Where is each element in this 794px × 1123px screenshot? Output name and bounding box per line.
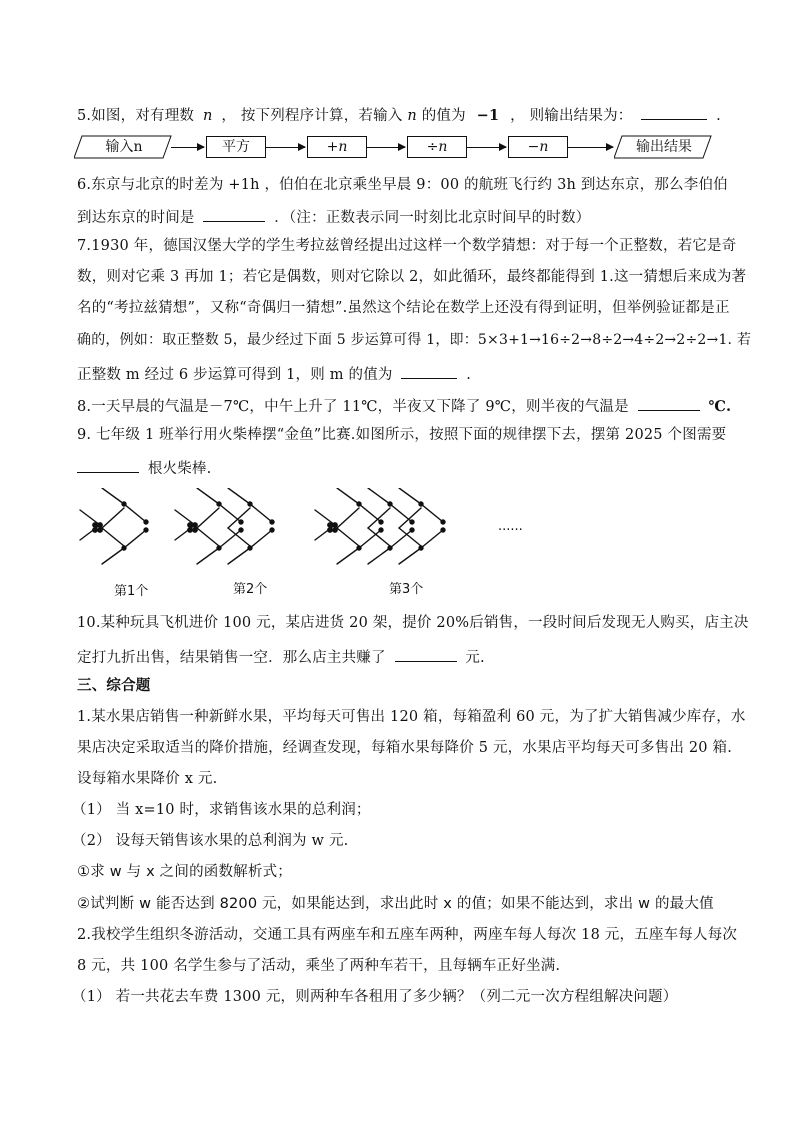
question-7-line-2: 数，则对它乘 3 再加 1；若它是偶数，则对它除以 2，如此循环，最终都能得到 1.这一猜想后来成为著 — [77, 269, 747, 285]
comprehensive-1-line-3: 设每箱水果降价 x 元. — [77, 771, 218, 787]
fish-figure-2 — [175, 488, 274, 564]
q7-answer-blank[interactable] — [401, 362, 457, 379]
section-3-heading: 三、综合题 — [77, 678, 151, 694]
q5-answer-blank[interactable] — [641, 103, 707, 120]
q10-line2-prefix: 定打九折出售，结果销售一空．那么店主共赚了 — [77, 650, 386, 666]
flow-input-label: 输入n — [105, 139, 143, 155]
q8-suffix: ℃. — [708, 398, 732, 415]
question-7-line-4: 确的，例如：取正整数 5，最少经过下面 5 步运算可得 1，即：5×3+1→16÷2→8÷2→4÷2→2÷2→1. 若 — [77, 332, 752, 348]
q7-line5-prefix: 正整数 m 经过 6 步运算可得到 1，则 m 的值为 — [77, 367, 393, 383]
question-7-line-5 — [77, 362, 727, 385]
question-6-line-2 — [77, 205, 727, 228]
comprehensive-1-line-1: 1.某水果店销售一种新鲜水果，平均每天可售出 120 箱，每箱盈利 60 元，为了扩大销售减少库存，水 — [77, 709, 746, 725]
question-5 — [77, 103, 727, 126]
q10-answer-blank[interactable] — [395, 645, 457, 662]
flow-sub-n-box: −n — [508, 136, 568, 158]
q5-value: −1 — [476, 107, 500, 124]
program-flowchart — [74, 133, 734, 163]
arrow-1 — [171, 147, 204, 148]
q5-end: . — [716, 108, 721, 124]
comprehensive-1-sub-1: （1） 当 x=10 时，求销售该水果的总利润； — [72, 802, 371, 818]
q5-suffix: ， 则输出结果为： — [510, 108, 633, 124]
fish-figure-3 — [315, 488, 445, 564]
arrow-5 — [568, 147, 613, 148]
matchstick-fish-figures — [70, 488, 540, 568]
question-6-line-1: 6.东京与北京的时差为 +1h ，伯伯在北京乘坐早晨 9：00 的航班飞行约 3h 到达东京，那么李伯伯 — [77, 177, 728, 193]
flow-output-label: 输出结果 — [636, 139, 692, 155]
question-7-line-1: 7.1930 年，德国汉堡大学的学生考拉兹曾经提出过这样一个数学猜想：对于每一个正整数，若它是奇 — [77, 238, 737, 254]
question-10-line-1: 10.某种玩具飞机进价 100 元，某店进货 20 架，提价 20%后销售，一段时间后发现无人购买，店主决 — [77, 615, 749, 631]
question-9-line-1: 9. 七年级 1 班举行用火柴棒摆“金鱼”比赛.如图所示，按照下面的规律摆下去，摆第 2025 个图需要 — [77, 427, 727, 443]
comprehensive-1-line-2: 果店决定采取适当的降价措施，经调查发现，每箱水果每降价 5 元，水果店平均每天可多售出 20 箱. — [77, 740, 733, 756]
q7-line5-suffix: . — [466, 367, 472, 383]
comprehensive-1-item-1: ①求 w 与 x 之间的函数解析式； — [77, 864, 292, 880]
question-10-line-2 — [77, 645, 727, 668]
comprehensive-2-sub-1: （1） 若一共花去车费 1300 元，则两种车各租用了多少辆？（列二元一次方程组解决问题） — [72, 989, 678, 1005]
comprehensive-2-line-1: 2.我校学生组织冬游活动，交通工具有两座车和五座车两种，两座车每人每次 18 元，五座车每人每次 — [77, 927, 738, 943]
q10-line2-suffix: 元. — [465, 650, 485, 666]
question-9-line-2 — [77, 456, 727, 479]
q9-answer-blank[interactable] — [77, 456, 139, 473]
q6-line2-prefix: 到达东京的时间是 — [77, 210, 195, 226]
q8-prefix: 8.一天早晨的气温是－7℃，中午上升了 11℃，半夜又下降了 9℃，则半夜的气温是 — [77, 399, 629, 415]
q5-var-n2: n — [407, 108, 417, 124]
q9-line2-suffix: 根火柴棒. — [147, 461, 212, 477]
arrow-2 — [266, 147, 305, 148]
q6-line2-suffix: ．（注：正数表示同一时刻比北京时间早的时数） — [274, 210, 591, 226]
flow-square-box: 平方 — [206, 136, 266, 158]
q5-var-n: n — [202, 108, 213, 124]
question-8 — [77, 394, 732, 417]
arrow-4 — [467, 147, 506, 148]
comprehensive-1-item-2: ②试判断 w 能否达到 8200 元，如果能达到，求出此时 x 的值；如果不能达到，求出 w 的最大值 — [77, 896, 714, 912]
q5-prefix: 5.如图，对有理数 — [77, 108, 195, 124]
q5-middle: ， 按下列程序计算，若输入 — [221, 108, 403, 124]
fish-ellipsis: ...... — [498, 519, 523, 534]
flow-add-n-box: +n — [307, 136, 367, 158]
q5-middle2: 的值为 — [421, 108, 466, 124]
q6-answer-blank[interactable] — [203, 205, 265, 222]
arrow-3 — [367, 147, 405, 148]
comprehensive-1-sub-2: （2） 设每天销售该水果的总利润为 w 元. — [72, 833, 349, 849]
fish-figure-1 — [80, 488, 148, 564]
question-7-line-3: 名的“考拉兹猜想”，又称“奇偶归一猜想”.虽然这个结论在数学上还没有得到证明，但举例验证都是正 — [77, 300, 730, 316]
fish-label-1: 第1个 — [114, 584, 149, 599]
fish-label-3: 第3个 — [389, 582, 424, 597]
flow-div-n-box: ÷n — [407, 136, 467, 158]
q8-answer-blank[interactable] — [638, 394, 700, 411]
comprehensive-2-line-2: 8 元，共 100 名学生参与了活动，乘坐了两种车若干，且每辆车正好坐满. — [77, 958, 561, 974]
fish-label-2: 第2个 — [233, 582, 268, 597]
